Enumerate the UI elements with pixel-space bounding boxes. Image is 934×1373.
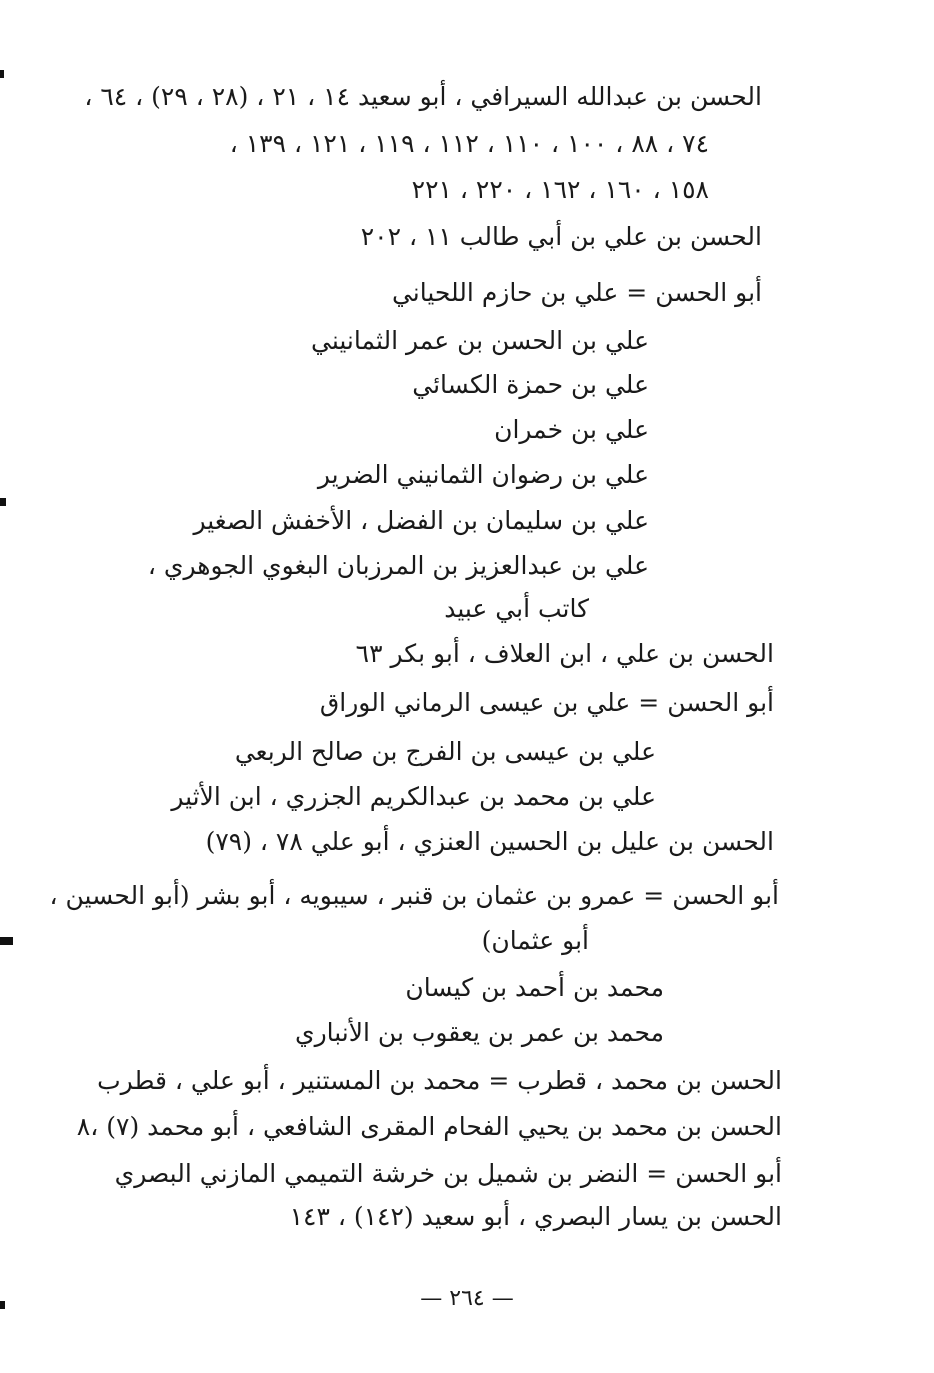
entry-line: علي بن عبدالعزيز بن المرزبان البغوي الجوهري ،	[147, 551, 649, 580]
entry-line: علي بن الحسن بن عمر الثمانيني	[310, 326, 649, 355]
entry-line: ٧٤ ، ٨٨ ، ١٠٠ ، ١١٠ ، ١١٢ ، ١١٩ ، ١٢١ ، ١٣٩ ،	[229, 129, 709, 158]
page-number: — ٢٦٤ —	[420, 1286, 514, 1311]
entry-line: الحسن بن علي ، ابن العلاف ، أبو بكر ٦٣	[355, 639, 774, 668]
entry-line: أبو الحسن = النضر بن شميل بن خرشة التميمي المازني البصري	[114, 1159, 782, 1188]
entry-line: الحسن بن محمد بن يحيي الفحام المقرى الشافعي ، أبو محمد (٧) ،٨	[76, 1112, 782, 1141]
entry-line: الحسن بن عليل بن الحسين العنزي ، أبو علي ٧٨ ، (٧٩)	[205, 827, 774, 856]
entry-line: أبو عثمان)	[481, 926, 589, 955]
entry-line: علي بن حمزة الكسائي	[412, 370, 649, 399]
entry-line: علي بن سليمان بن الفضل ، الأخفش الصغير	[193, 506, 649, 535]
scan-mark	[0, 937, 13, 945]
entry-line: كاتب أبي عبيد	[444, 594, 589, 623]
entry-line: أبو الحسن = علي بن عيسى الرماني الوراق	[319, 688, 774, 717]
entry-line: محمد بن أحمد بن كيسان	[405, 973, 664, 1002]
scan-mark	[0, 70, 4, 78]
entry-line: ١٥٨ ، ١٦٠ ، ١٦٢ ، ٢٢٠ ، ٢٢١	[411, 175, 709, 204]
entry-line: علي بن عيسى بن الفرج بن صالح الربعي	[234, 737, 656, 766]
entry-line: علي بن رضوان الثمانيني الضرير	[317, 460, 649, 489]
entry-line: الحسن بن محمد ، قطرب = محمد بن المستنير ، أبو علي ، قطرب	[97, 1066, 782, 1095]
entry-line: أبو الحسن = عمرو بن عثمان بن قنبر ، سيبويه ، أبو بشر (أبو الحسين ،	[49, 881, 779, 910]
entry-line: الحسن بن عبدالله السيرافي ، أبو سعيد ١٤ ، ٢١ ، (٢٨ ، ٢٩) ، ٦٤ ،	[84, 82, 762, 111]
entry-line: علي بن محمد بن عبدالكريم الجزري ، ابن الأثير	[171, 782, 656, 811]
entry-line: علي بن خمران	[494, 415, 649, 444]
entry-line: الحسن بن يسار البصري ، أبو سعيد (١٤٢) ، ١٤٣	[289, 1202, 782, 1231]
entry-line: أبو الحسن = علي بن حازم اللحياني	[391, 278, 762, 307]
scan-mark	[0, 1301, 5, 1309]
entry-line: محمد بن عمر بن يعقوب بن الأنباري	[295, 1018, 664, 1047]
scan-mark	[0, 498, 6, 506]
entry-line: الحسن بن علي بن أبي طالب ١١ ، ٢٠٢	[360, 222, 762, 251]
